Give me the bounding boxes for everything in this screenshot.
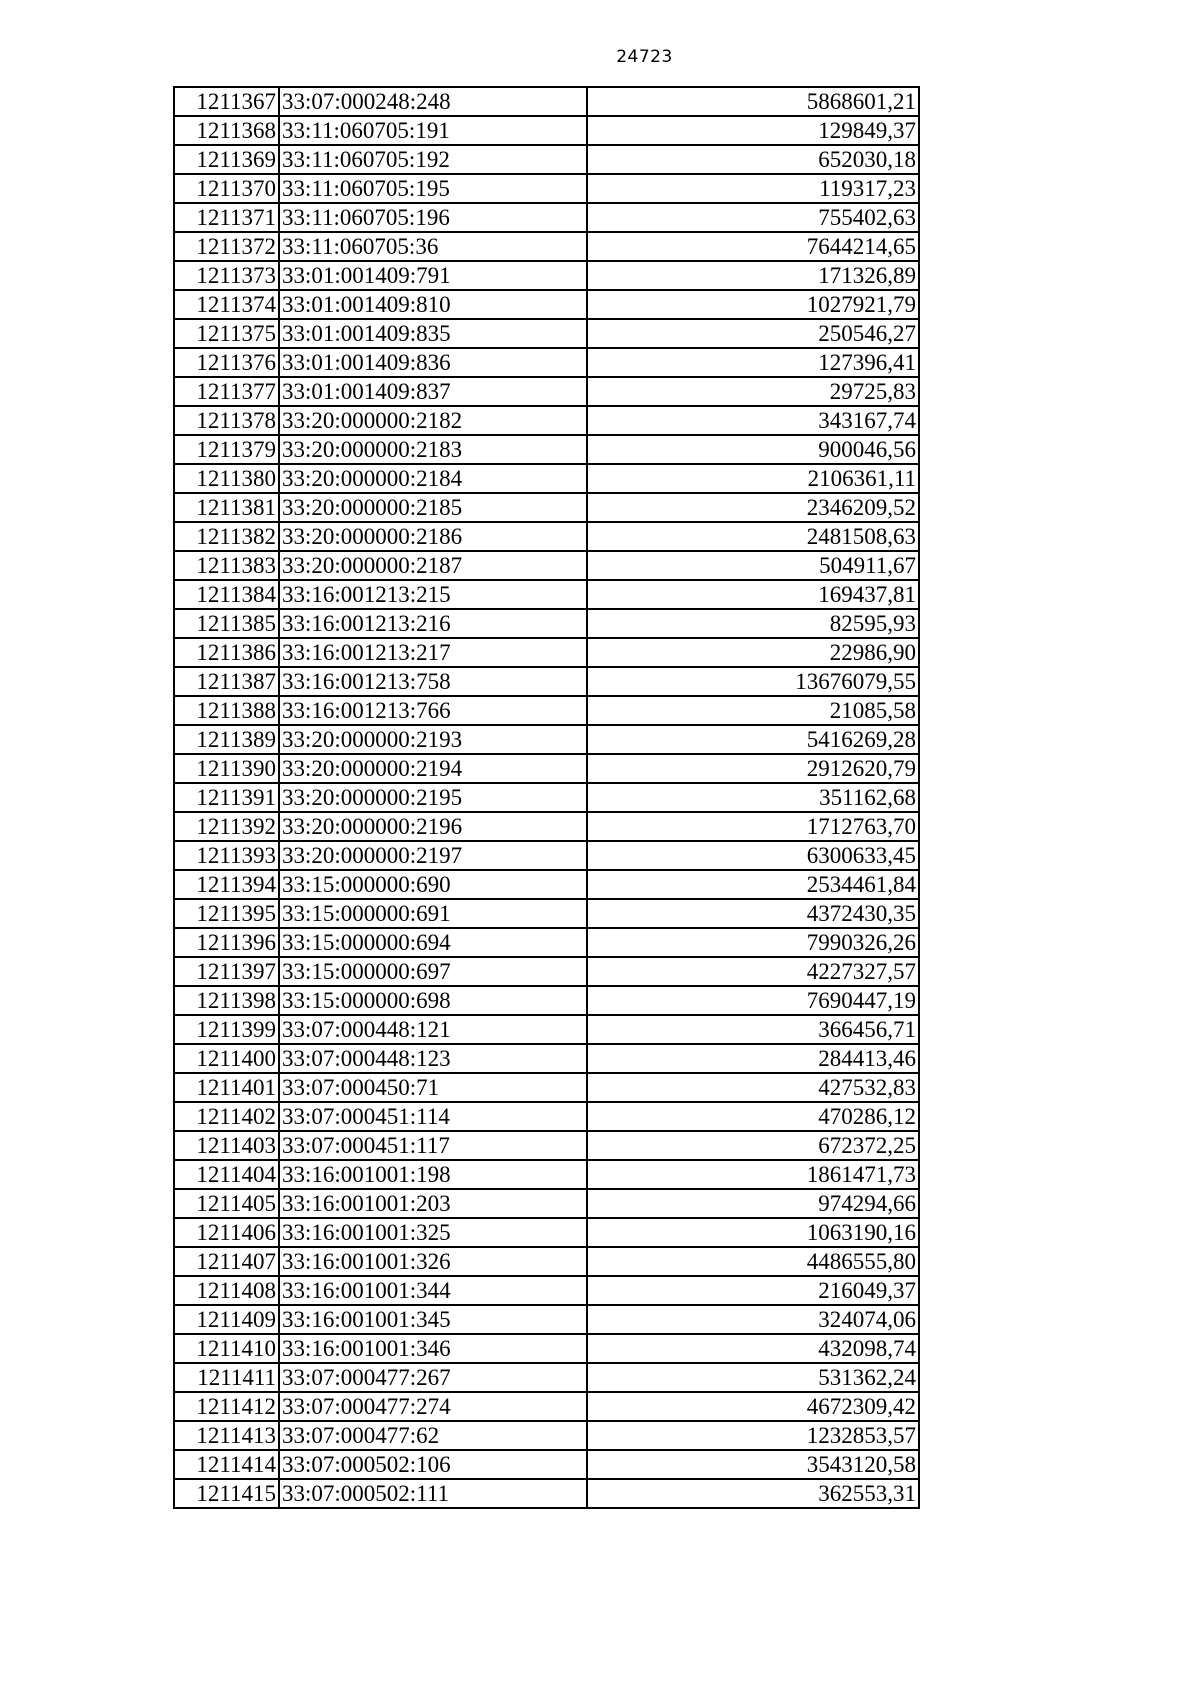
table-row bbox=[174, 1218, 919, 1247]
row-id-cell: 1211368 bbox=[174, 116, 279, 145]
cadastral-number-cell: 33:01:001409:791 bbox=[279, 261, 587, 290]
cadastral-number-cell: 33:20:000000:2196 bbox=[279, 812, 587, 841]
row-id-cell: 1211373 bbox=[174, 261, 279, 290]
cadastral-number-cell: 33:07:000248:248 bbox=[279, 87, 587, 116]
row-id-cell: 1211404 bbox=[174, 1160, 279, 1189]
table-row bbox=[174, 783, 919, 812]
page-number: 24723 bbox=[616, 47, 673, 67]
row-id-cell: 1211390 bbox=[174, 754, 279, 783]
cadastral-value-cell: 470286,12 bbox=[587, 1102, 919, 1131]
table-row bbox=[174, 1073, 919, 1102]
table-row bbox=[174, 1392, 919, 1421]
table-row bbox=[174, 609, 919, 638]
row-id-cell: 1211407 bbox=[174, 1247, 279, 1276]
table-row bbox=[174, 986, 919, 1015]
cadastral-number-cell: 33:16:001001:345 bbox=[279, 1305, 587, 1334]
cadastral-value-cell: 7990326,26 bbox=[587, 928, 919, 957]
row-id-cell: 1211394 bbox=[174, 870, 279, 899]
cadastral-value-cell: 755402,63 bbox=[587, 203, 919, 232]
cadastral-number-cell: 33:07:000477:62 bbox=[279, 1421, 587, 1450]
cadastral-number-cell: 33:07:000477:274 bbox=[279, 1392, 587, 1421]
cadastral-value-cell: 2481508,63 bbox=[587, 522, 919, 551]
row-id-cell: 1211409 bbox=[174, 1305, 279, 1334]
cadastral-number-cell: 33:11:060705:196 bbox=[279, 203, 587, 232]
cadastral-number-cell: 33:16:001001:203 bbox=[279, 1189, 587, 1218]
table-row bbox=[174, 1334, 919, 1363]
cadastral-value-cell: 2106361,11 bbox=[587, 464, 919, 493]
table-row bbox=[174, 754, 919, 783]
table-row bbox=[174, 580, 919, 609]
table-row bbox=[174, 203, 919, 232]
table-row bbox=[174, 522, 919, 551]
cadastral-number-cell: 33:20:000000:2185 bbox=[279, 493, 587, 522]
cadastral-value-cell: 4372430,35 bbox=[587, 899, 919, 928]
row-id-cell: 1211403 bbox=[174, 1131, 279, 1160]
cadastral-number-cell: 33:20:000000:2194 bbox=[279, 754, 587, 783]
row-id-cell: 1211379 bbox=[174, 435, 279, 464]
row-id-cell: 1211412 bbox=[174, 1392, 279, 1421]
cadastral-value-cell: 119317,23 bbox=[587, 174, 919, 203]
cadastral-number-cell: 33:01:001409:835 bbox=[279, 319, 587, 348]
cadastral-number-cell: 33:20:000000:2193 bbox=[279, 725, 587, 754]
cadastral-number-cell: 33:16:001213:766 bbox=[279, 696, 587, 725]
table-row bbox=[174, 696, 919, 725]
cadastral-value-cell: 13676079,55 bbox=[587, 667, 919, 696]
row-id-cell: 1211383 bbox=[174, 551, 279, 580]
cadastral-number-cell: 33:01:001409:837 bbox=[279, 377, 587, 406]
cadastral-number-cell: 33:11:060705:192 bbox=[279, 145, 587, 174]
table-row bbox=[174, 928, 919, 957]
cadastral-value-cell: 1712763,70 bbox=[587, 812, 919, 841]
row-id-cell: 1211375 bbox=[174, 319, 279, 348]
cadastral-number-cell: 33:16:001213:216 bbox=[279, 609, 587, 638]
cadastral-value-cell: 250546,27 bbox=[587, 319, 919, 348]
table-row bbox=[174, 87, 919, 116]
row-id-cell: 1211392 bbox=[174, 812, 279, 841]
cadastral-value-cell: 504911,67 bbox=[587, 551, 919, 580]
cadastral-value-cell: 6300633,45 bbox=[587, 841, 919, 870]
cadastral-number-cell: 33:07:000448:123 bbox=[279, 1044, 587, 1073]
table-row bbox=[174, 1305, 919, 1334]
table-row bbox=[174, 1247, 919, 1276]
row-id-cell: 1211380 bbox=[174, 464, 279, 493]
cadastral-number-cell: 33:16:001001:326 bbox=[279, 1247, 587, 1276]
cadastral-value-cell: 432098,74 bbox=[587, 1334, 919, 1363]
cadastral-number-cell: 33:16:001213:758 bbox=[279, 667, 587, 696]
table-row bbox=[174, 841, 919, 870]
row-id-cell: 1211399 bbox=[174, 1015, 279, 1044]
table-row bbox=[174, 1160, 919, 1189]
table-row bbox=[174, 957, 919, 986]
cadastral-value-cell: 1027921,79 bbox=[587, 290, 919, 319]
table-row bbox=[174, 1044, 919, 1073]
cadastral-value-cell: 324074,06 bbox=[587, 1305, 919, 1334]
table-row bbox=[174, 1131, 919, 1160]
row-id-cell: 1211410 bbox=[174, 1334, 279, 1363]
table-row bbox=[174, 725, 919, 754]
cadastral-number-cell: 33:07:000448:121 bbox=[279, 1015, 587, 1044]
cadastral-value-cell: 5868601,21 bbox=[587, 87, 919, 116]
table-row bbox=[174, 1276, 919, 1305]
row-id-cell: 1211393 bbox=[174, 841, 279, 870]
table-row bbox=[174, 1479, 919, 1508]
table-row bbox=[174, 464, 919, 493]
cadastral-value-cell: 531362,24 bbox=[587, 1363, 919, 1392]
row-id-cell: 1211414 bbox=[174, 1450, 279, 1479]
cadastral-value-cell: 2534461,84 bbox=[587, 870, 919, 899]
row-id-cell: 1211367 bbox=[174, 87, 279, 116]
cadastral-value-cell: 427532,83 bbox=[587, 1073, 919, 1102]
row-id-cell: 1211396 bbox=[174, 928, 279, 957]
cadastral-value-cell: 1063190,16 bbox=[587, 1218, 919, 1247]
table-row bbox=[174, 116, 919, 145]
cadastral-value-cell: 127396,41 bbox=[587, 348, 919, 377]
row-id-cell: 1211377 bbox=[174, 377, 279, 406]
row-id-cell: 1211372 bbox=[174, 232, 279, 261]
cadastral-value-table bbox=[173, 86, 920, 1509]
table-row bbox=[174, 551, 919, 580]
row-id-cell: 1211400 bbox=[174, 1044, 279, 1073]
cadastral-value-cell: 900046,56 bbox=[587, 435, 919, 464]
cadastral-number-cell: 33:01:001409:836 bbox=[279, 348, 587, 377]
cadastral-value-cell: 7644214,65 bbox=[587, 232, 919, 261]
row-id-cell: 1211370 bbox=[174, 174, 279, 203]
cadastral-number-cell: 33:11:060705:36 bbox=[279, 232, 587, 261]
row-id-cell: 1211374 bbox=[174, 290, 279, 319]
cadastral-number-cell: 33:15:000000:698 bbox=[279, 986, 587, 1015]
cadastral-number-cell: 33:11:060705:191 bbox=[279, 116, 587, 145]
row-id-cell: 1211401 bbox=[174, 1073, 279, 1102]
cadastral-value-cell: 1232853,57 bbox=[587, 1421, 919, 1450]
cadastral-number-cell: 33:20:000000:2186 bbox=[279, 522, 587, 551]
row-id-cell: 1211388 bbox=[174, 696, 279, 725]
table-row bbox=[174, 1015, 919, 1044]
cadastral-number-cell: 33:20:000000:2182 bbox=[279, 406, 587, 435]
row-id-cell: 1211376 bbox=[174, 348, 279, 377]
cadastral-number-cell: 33:16:001001:344 bbox=[279, 1276, 587, 1305]
cadastral-number-cell: 33:16:001001:325 bbox=[279, 1218, 587, 1247]
cadastral-value-cell: 284413,46 bbox=[587, 1044, 919, 1073]
row-id-cell: 1211378 bbox=[174, 406, 279, 435]
cadastral-value-cell: 672372,25 bbox=[587, 1131, 919, 1160]
row-id-cell: 1211381 bbox=[174, 493, 279, 522]
table-row bbox=[174, 812, 919, 841]
table-row bbox=[174, 261, 919, 290]
cadastral-value-cell: 4486555,80 bbox=[587, 1247, 919, 1276]
cadastral-value-cell: 1861471,73 bbox=[587, 1160, 919, 1189]
cadastral-value-cell: 29725,83 bbox=[587, 377, 919, 406]
cadastral-number-cell: 33:15:000000:694 bbox=[279, 928, 587, 957]
cadastral-number-cell: 33:07:000451:117 bbox=[279, 1131, 587, 1160]
table-row bbox=[174, 667, 919, 696]
cadastral-value-cell: 974294,66 bbox=[587, 1189, 919, 1218]
table-row bbox=[174, 406, 919, 435]
row-id-cell: 1211384 bbox=[174, 580, 279, 609]
cadastral-value-cell: 351162,68 bbox=[587, 783, 919, 812]
cadastral-value-cell: 2912620,79 bbox=[587, 754, 919, 783]
table-row bbox=[174, 290, 919, 319]
cadastral-value-cell: 7690447,19 bbox=[587, 986, 919, 1015]
row-id-cell: 1211411 bbox=[174, 1363, 279, 1392]
table-row bbox=[174, 899, 919, 928]
cadastral-number-cell: 33:07:000502:111 bbox=[279, 1479, 587, 1508]
table-row bbox=[174, 1421, 919, 1450]
cadastral-number-cell: 33:20:000000:2195 bbox=[279, 783, 587, 812]
cadastral-value-cell: 343167,74 bbox=[587, 406, 919, 435]
cadastral-value-cell: 362553,31 bbox=[587, 1479, 919, 1508]
cadastral-value-cell: 2346209,52 bbox=[587, 493, 919, 522]
cadastral-value-cell: 4672309,42 bbox=[587, 1392, 919, 1421]
cadastral-number-cell: 33:20:000000:2197 bbox=[279, 841, 587, 870]
table-row bbox=[174, 232, 919, 261]
table-body bbox=[174, 87, 919, 1508]
table-row bbox=[174, 1363, 919, 1392]
cadastral-number-cell: 33:16:001001:198 bbox=[279, 1160, 587, 1189]
table-row bbox=[174, 348, 919, 377]
cadastral-value-cell: 129849,37 bbox=[587, 116, 919, 145]
cadastral-number-cell: 33:07:000450:71 bbox=[279, 1073, 587, 1102]
cadastral-value-cell: 366456,71 bbox=[587, 1015, 919, 1044]
table-row bbox=[174, 1102, 919, 1131]
table-row bbox=[174, 1450, 919, 1479]
row-id-cell: 1211395 bbox=[174, 899, 279, 928]
cadastral-value-cell: 171326,89 bbox=[587, 261, 919, 290]
cadastral-number-cell: 33:01:001409:810 bbox=[279, 290, 587, 319]
cadastral-number-cell: 33:07:000477:267 bbox=[279, 1363, 587, 1392]
table-row bbox=[174, 1189, 919, 1218]
row-id-cell: 1211386 bbox=[174, 638, 279, 667]
cadastral-number-cell: 33:16:001213:217 bbox=[279, 638, 587, 667]
cadastral-value-cell: 3543120,58 bbox=[587, 1450, 919, 1479]
cadastral-value-cell: 652030,18 bbox=[587, 145, 919, 174]
cadastral-number-cell: 33:15:000000:697 bbox=[279, 957, 587, 986]
row-id-cell: 1211371 bbox=[174, 203, 279, 232]
row-id-cell: 1211398 bbox=[174, 986, 279, 1015]
cadastral-value-cell: 21085,58 bbox=[587, 696, 919, 725]
cadastral-value-cell: 169437,81 bbox=[587, 580, 919, 609]
cadastral-number-cell: 33:20:000000:2187 bbox=[279, 551, 587, 580]
cadastral-number-cell: 33:15:000000:690 bbox=[279, 870, 587, 899]
row-id-cell: 1211408 bbox=[174, 1276, 279, 1305]
table-row bbox=[174, 319, 919, 348]
row-id-cell: 1211413 bbox=[174, 1421, 279, 1450]
cadastral-number-cell: 33:20:000000:2183 bbox=[279, 435, 587, 464]
cadastral-value-cell: 22986,90 bbox=[587, 638, 919, 667]
table-row bbox=[174, 145, 919, 174]
row-id-cell: 1211387 bbox=[174, 667, 279, 696]
table-row bbox=[174, 493, 919, 522]
cadastral-number-cell: 33:16:001001:346 bbox=[279, 1334, 587, 1363]
row-id-cell: 1211391 bbox=[174, 783, 279, 812]
cadastral-value-cell: 216049,37 bbox=[587, 1276, 919, 1305]
table-row bbox=[174, 638, 919, 667]
cadastral-number-cell: 33:16:001213:215 bbox=[279, 580, 587, 609]
row-id-cell: 1211389 bbox=[174, 725, 279, 754]
table-row bbox=[174, 377, 919, 406]
row-id-cell: 1211385 bbox=[174, 609, 279, 638]
row-id-cell: 1211382 bbox=[174, 522, 279, 551]
cadastral-value-cell: 4227327,57 bbox=[587, 957, 919, 986]
table-row bbox=[174, 870, 919, 899]
table-row bbox=[174, 435, 919, 464]
row-id-cell: 1211415 bbox=[174, 1479, 279, 1508]
cadastral-number-cell: 33:15:000000:691 bbox=[279, 899, 587, 928]
row-id-cell: 1211402 bbox=[174, 1102, 279, 1131]
cadastral-number-cell: 33:07:000502:106 bbox=[279, 1450, 587, 1479]
table-row bbox=[174, 174, 919, 203]
cadastral-number-cell: 33:07:000451:114 bbox=[279, 1102, 587, 1131]
row-id-cell: 1211405 bbox=[174, 1189, 279, 1218]
cadastral-value-cell: 82595,93 bbox=[587, 609, 919, 638]
cadastral-value-cell: 5416269,28 bbox=[587, 725, 919, 754]
cadastral-number-cell: 33:20:000000:2184 bbox=[279, 464, 587, 493]
row-id-cell: 1211369 bbox=[174, 145, 279, 174]
row-id-cell: 1211406 bbox=[174, 1218, 279, 1247]
cadastral-number-cell: 33:11:060705:195 bbox=[279, 174, 587, 203]
row-id-cell: 1211397 bbox=[174, 957, 279, 986]
